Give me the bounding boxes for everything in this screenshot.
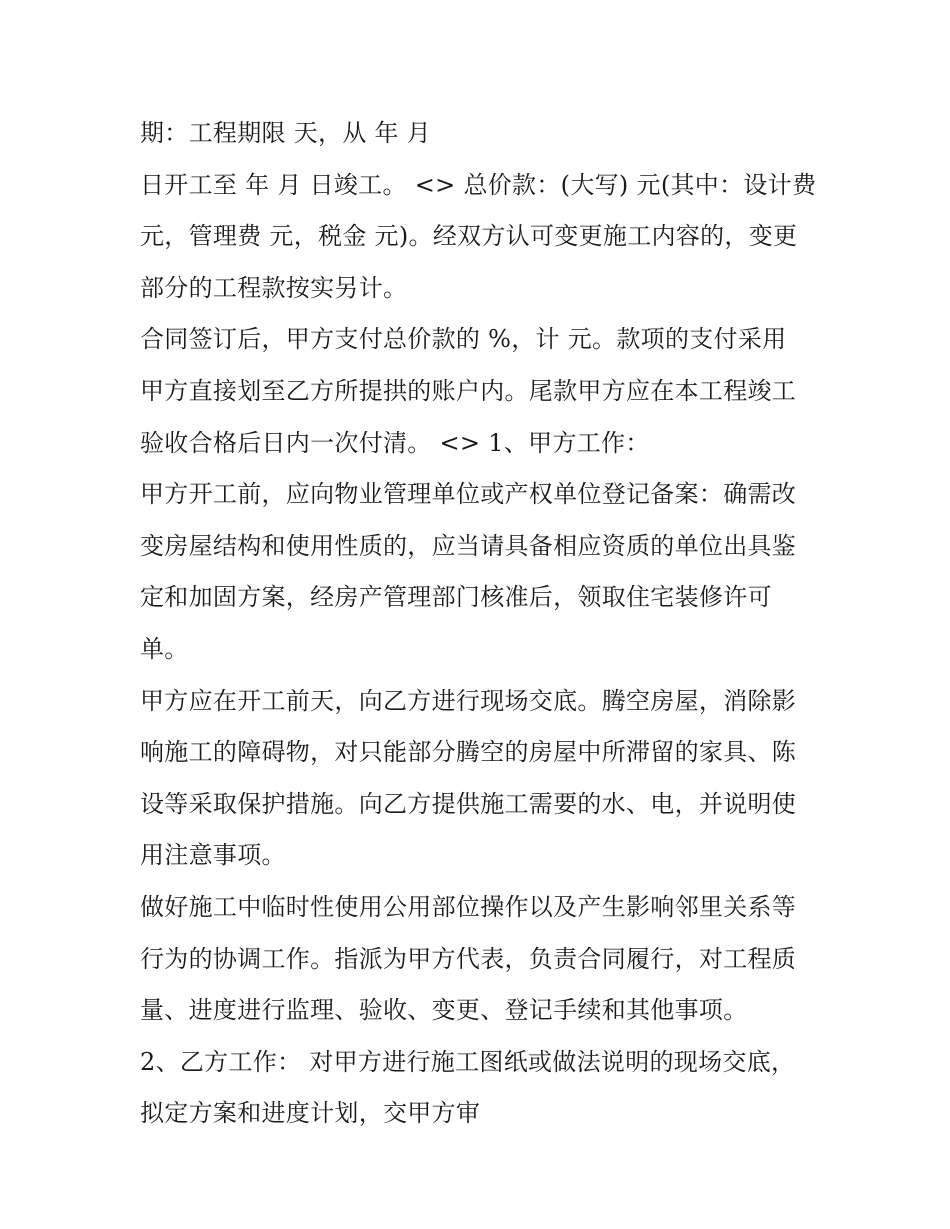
text-line: 响施工的障碍物，对只能部分腾空的房屋中所滞留的家具、陈 xyxy=(140,738,797,767)
text-line: 定和加固方案，经房产管理部门核准后，领取住宅装修许可 xyxy=(140,583,772,612)
text-line: 变房屋结构和使用性质的，应当请具备相应资质的单位出具鉴 xyxy=(140,531,797,560)
text-line: 元，管理费 元，税金 元)。经双方认可变更施工内容的，变更 xyxy=(140,222,798,251)
text-line: 期：工程期限 天，从 年 月 xyxy=(140,119,432,147)
text-line: 量、进度进行监理、验收、变更、登记手续和其他事项。 xyxy=(140,996,748,1025)
text-line: 做好施工中临时性使用公用部位操作以及产生影响邻里关系等 xyxy=(140,892,797,921)
text-line: 日开工至 年 月 日竣工。 <> 总价款：(大写) 元(其中：设计费 xyxy=(140,170,817,199)
text-line: 行为的协调工作。指派为甲方代表，负责合同履行，对工程质 xyxy=(140,944,797,973)
text-line: 验收合格后日内一次付清。 <> 1、甲方工作： xyxy=(140,428,650,457)
text-line: 单。 xyxy=(140,634,189,663)
text-line: 设等采取保护措施。向乙方提供施工需要的水、电，并说明使 xyxy=(140,789,797,818)
text-line: 甲方直接划至乙方所提拱的账户内。尾款甲方应在本工程竣工 xyxy=(140,376,797,405)
text-line: 拟定方案和进度计划，交甲方审 xyxy=(140,1099,481,1128)
contract-text xyxy=(140,108,820,1140)
text-line: 用注意事项。 xyxy=(140,841,286,870)
text-line: 甲方应在开工前天，向乙方进行现场交底。腾空房屋，消除影 xyxy=(140,686,797,715)
text-line: 2、乙方工作： 对甲方进行施工图纸或做法说明的现场交底， xyxy=(140,1047,796,1076)
text-line: 甲方开工前，应向物业管理单位或产权单位登记备案：确需改 xyxy=(140,480,797,509)
text-line: 部分的工程款按实另计。 xyxy=(140,273,408,302)
text-line: 合同签订后，甲方支付总价款的 %，计 元。款项的支付采用 xyxy=(140,325,787,354)
